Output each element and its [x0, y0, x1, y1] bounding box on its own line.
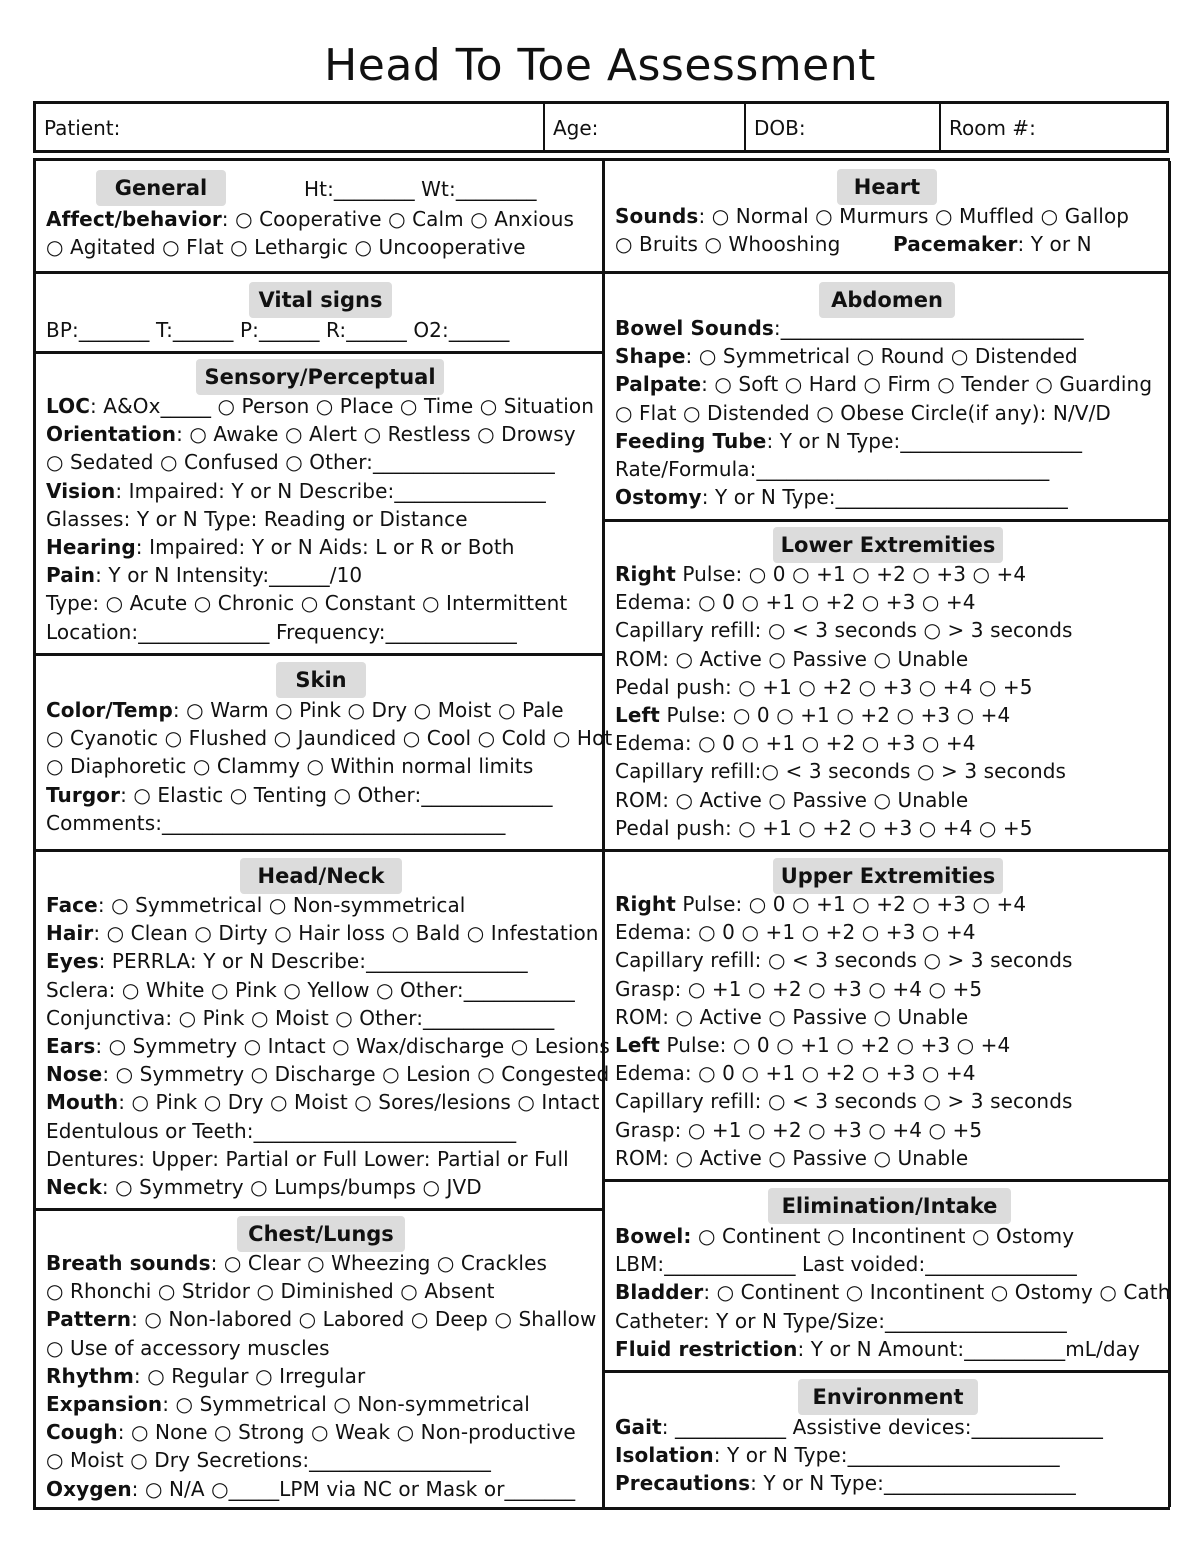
form-line[interactable]	[615, 1307, 1067, 1335]
field-text: Glasses: Y or N Type: Reading or Distance	[46, 506, 468, 531]
field-text: : Y or N Type:_____________________	[713, 1443, 1060, 1468]
form-line[interactable]	[615, 757, 1066, 785]
field-text: : ○ Regular ○ Irregular	[133, 1363, 366, 1388]
field-label: Ears	[46, 1034, 96, 1058]
section-header: Heart	[837, 169, 937, 205]
form-line[interactable]	[46, 696, 564, 724]
field-label: Bladder	[615, 1280, 704, 1305]
field-label: Right	[615, 562, 676, 586]
form-line[interactable]	[615, 588, 976, 616]
divider-line	[605, 1179, 1171, 1182]
form-line[interactable]	[615, 560, 1026, 588]
field-label: Isolation	[615, 1443, 714, 1468]
field-label: Shape	[615, 344, 686, 369]
field-text: Capillary refill: ○ < 3 seconds ○ > 3 seconds	[615, 618, 1073, 643]
form-line[interactable]	[615, 1278, 1171, 1306]
form-line[interactable]	[615, 455, 1049, 483]
form-line[interactable]	[615, 1144, 968, 1172]
form-line[interactable]	[46, 477, 546, 505]
form-line[interactable]	[46, 589, 567, 617]
field-label: Pattern	[46, 1307, 132, 1332]
form-line[interactable]	[615, 1116, 982, 1144]
field-text: : ○ Clear ○ Wheezing ○ Crackles	[210, 1251, 548, 1275]
divider-line	[605, 849, 1171, 852]
field-label: Bowel:	[615, 1224, 692, 1248]
section-header: Sensory/Perceptual	[196, 359, 444, 395]
field-text: : ○ Non-labored ○ Labored ○ Deep ○ Shallow	[131, 1307, 597, 1332]
field-text: Grasp: ○ +1 ○ +2 ○ +3 ○ +4 ○ +5	[615, 976, 983, 1001]
field-text: : ○ Pink ○ Dry ○ Moist ○ Sores/lesions ○ Intact	[118, 1090, 600, 1115]
ht-wt-field[interactable]: Ht:________ Wt:________	[304, 177, 537, 201]
divider-line	[36, 271, 602, 274]
field-text: : ○ Warm ○ Pink ○ Dry ○ Moist ○ Pale	[172, 698, 564, 722]
field-label: Gait	[615, 1415, 662, 1439]
form-line[interactable]	[46, 1305, 596, 1333]
form-line[interactable]	[46, 1060, 609, 1088]
field-text: Rate/Formula:_____________________________	[615, 457, 1050, 481]
field-text: Pedal push: ○ +1 ○ +2 ○ +3 ○ +4 ○ +5	[615, 815, 1033, 840]
form-line[interactable]	[46, 891, 465, 919]
field-text: ROM: ○ Active ○ Passive ○ Unable	[615, 646, 969, 671]
field-text: Pulse: ○ 0 ○ +1 ○ +2 ○ +3 ○ +4	[659, 703, 1011, 727]
field-text: ○ Agitated ○ Flat ○ Lethargic ○ Uncooperative	[46, 235, 526, 260]
field-text: Sclera: ○ White ○ Pink ○ Yellow ○ Other:___________	[46, 977, 575, 1002]
field-text: : ○ Clean ○ Dirty ○ Hair loss ○ Bald ○ Infestation	[93, 921, 599, 946]
form-line[interactable]	[46, 1390, 530, 1418]
form-line[interactable]	[615, 1087, 1073, 1115]
field-text: : ○ Soft ○ Hard ○ Firm ○ Tender ○ Guarding	[701, 372, 1153, 397]
field-label: Affect/behavior	[46, 207, 222, 231]
form-line[interactable]	[46, 505, 468, 533]
field-text: Pulse: ○ 0 ○ +1 ○ +2 ○ +3 ○ +4	[675, 562, 1027, 586]
field-label: Sounds	[615, 204, 699, 228]
form-line[interactable]	[615, 946, 1073, 974]
divider-line	[605, 1370, 1171, 1373]
field-text: : ○ Symmetry ○ Lumps/bumps ○ JVD	[101, 1175, 482, 1199]
form-line[interactable]	[46, 1088, 600, 1116]
section-header: Skin	[276, 662, 366, 698]
form-line[interactable]	[615, 342, 1078, 370]
form-line[interactable]	[46, 1362, 365, 1390]
section-header: Chest/Lungs	[237, 1216, 405, 1252]
field-text: : ○ Symmetry ○ Intact ○ Wax/discharge ○ Lesions	[95, 1034, 610, 1058]
field-text: : Impaired: Y or N Aids: L or R or Both	[135, 535, 515, 559]
field-label: LOC	[46, 394, 91, 418]
field-text: ○ Use of accessory muscles	[46, 1335, 330, 1360]
field-text: ○ Continent ○ Incontinent ○ Ostomy	[691, 1224, 1075, 1248]
field-label: Vision	[46, 478, 116, 503]
field-text: : ___________ Assistive devices:_____________	[661, 1415, 1103, 1439]
form-line[interactable]	[615, 1441, 1060, 1469]
form-line[interactable]	[46, 724, 612, 752]
field-text: ROM: ○ Active ○ Passive ○ Unable	[615, 1145, 969, 1170]
field-label: Eyes	[46, 949, 99, 974]
dob-field[interactable]: DOB:	[746, 104, 941, 150]
form-line[interactable]	[615, 314, 1084, 342]
section-header: Abdomen	[819, 282, 955, 318]
field-text: : ○ Continent ○ Incontinent ○ Ostomy ○ Cath	[703, 1280, 1171, 1305]
form-line[interactable]	[615, 645, 968, 673]
section-header: Environment	[798, 1379, 978, 1415]
field-label: Cough	[46, 1420, 118, 1445]
field-label: Hair	[46, 921, 94, 946]
form-line[interactable]	[615, 1222, 1074, 1250]
page-title: Head To Toe Assessment	[324, 40, 876, 91]
form-line[interactable]	[46, 561, 362, 589]
form-line[interactable]	[615, 890, 1026, 918]
form-line[interactable]	[46, 1145, 569, 1173]
field-text: ○ Rhonchi ○ Stridor ○ Diminished ○ Absent	[46, 1279, 495, 1304]
form-line[interactable]	[46, 205, 574, 233]
field-text: ○ Sedated ○ Confused ○ Other:__________________	[46, 450, 555, 475]
field-text: : ○ Symmetrical ○ Non-symmetrical	[162, 1392, 530, 1416]
form-line[interactable]	[46, 1004, 554, 1032]
form-line[interactable]	[615, 399, 1111, 427]
field-text: : Y or N Type:__________________	[766, 428, 1083, 453]
divider-line	[605, 519, 1171, 522]
field-text: : ○ N/A ○_____LPM via NC or Mask or_______	[131, 1476, 576, 1501]
form-line[interactable]	[615, 729, 976, 757]
field-text: : A&Ox_____ ○ Person ○ Place ○ Time ○ Situation	[90, 394, 594, 418]
field-label: Ostomy	[615, 485, 702, 510]
form-line[interactable]	[46, 233, 526, 261]
form-line[interactable]	[46, 781, 553, 809]
patient-info-row	[33, 101, 1169, 153]
divider-line	[36, 351, 602, 354]
field-label: Precautions	[615, 1471, 751, 1496]
form-line[interactable]	[46, 947, 528, 975]
form-line[interactable]	[46, 809, 505, 837]
field-text: : ○ Symmetrical ○ Round ○ Distended	[685, 344, 1078, 369]
field-text: ROM: ○ Active ○ Passive ○ Unable	[615, 1004, 969, 1029]
section-header: General	[96, 170, 226, 206]
field-text: Capillary refill: ○ < 3 seconds ○ > 3 seconds	[615, 948, 1073, 973]
form-line[interactable]	[615, 483, 1068, 511]
field-text: : Y or N Type:___________________	[750, 1471, 1076, 1496]
form-line[interactable]	[46, 1277, 495, 1305]
field-label: Pain	[46, 563, 96, 588]
field-text: Edentulous or Teeth:__________________________	[46, 1118, 517, 1143]
section-header: Upper Extremities	[773, 858, 1003, 894]
form-line[interactable]	[46, 919, 599, 947]
field-text: : Y or N Intensity:______/10	[95, 563, 363, 588]
section-header: Head/Neck	[240, 858, 402, 894]
field-label: Orientation	[46, 422, 177, 447]
field-text: : Y or N Amount:__________mL/day	[797, 1336, 1140, 1361]
form-line[interactable]	[46, 1032, 610, 1060]
field-label: Fluid restriction	[615, 1336, 798, 1361]
form-line[interactable]	[615, 616, 1073, 644]
form-line[interactable]	[46, 1249, 547, 1277]
field-text: ROM: ○ Active ○ Passive ○ Unable	[615, 787, 969, 812]
divider-line	[36, 849, 602, 852]
field-text: LBM:_____________ Last voided:_______________	[615, 1252, 1077, 1277]
field-label: Turgor	[46, 782, 121, 807]
field-label: Left	[615, 1033, 660, 1057]
field-value: : Y or N	[1017, 232, 1092, 256]
field-text: : ○ Cooperative ○ Calm ○ Anxious	[221, 207, 575, 231]
field-text: : ○ Elastic ○ Tenting ○ Other:_____________	[120, 782, 553, 807]
field-label: Feeding Tube	[615, 428, 767, 453]
pacemaker-field[interactable]	[893, 230, 1092, 258]
field-text: Pulse: ○ 0 ○ +1 ○ +2 ○ +3 ○ +4	[675, 892, 1027, 916]
field-text: ○ Flat ○ Distended ○ Obese Circle(if any): N/V/D	[615, 400, 1111, 425]
field-text: : ○ Symmetry ○ Discharge ○ Lesion ○ Congested	[102, 1062, 610, 1087]
form-line[interactable]	[615, 370, 1152, 398]
field-label: Neck	[46, 1175, 102, 1199]
form-line[interactable]	[46, 1446, 491, 1474]
field-text: BP:_______ T:______ P:______ R:______ O2:______	[46, 318, 510, 342]
age-field[interactable]: Age:	[545, 104, 746, 150]
field-label: Bowel Sounds	[615, 316, 774, 340]
field-label: Expansion	[46, 1392, 163, 1416]
divider-line	[36, 653, 602, 656]
field-text: : Impaired: Y or N Describe:_______________	[115, 478, 546, 503]
form-line[interactable]	[46, 1418, 576, 1446]
field-label: Right	[615, 892, 676, 916]
section-header: Lower Extremities	[773, 527, 1003, 563]
field-label: Palpate	[615, 372, 702, 397]
form-line[interactable]	[46, 392, 594, 420]
field-label: Pacemaker	[893, 232, 1018, 256]
field-text: Location:_____________ Frequency:_____________	[46, 619, 517, 644]
field-text: Catheter: Y or N Type/Size:__________________	[615, 1308, 1067, 1333]
field-text: ○ Bruits ○ Whooshing	[615, 232, 841, 257]
field-text: Capillary refill: ○ < 3 seconds ○ > 3 seconds	[615, 1089, 1073, 1114]
form-line[interactable]	[615, 1250, 1077, 1278]
form-line[interactable]	[615, 1469, 1076, 1497]
field-text: Grasp: ○ +1 ○ +2 ○ +3 ○ +4 ○ +5	[615, 1117, 983, 1142]
form-line[interactable]	[46, 1334, 330, 1362]
field-text: Conjunctiva: ○ Pink ○ Moist ○ Other:_____________	[46, 1005, 555, 1030]
form-line[interactable]	[46, 976, 575, 1004]
divider-line	[36, 1208, 602, 1211]
field-label: Hearing	[46, 535, 136, 559]
field-text: ○ Cyanotic ○ Flushed ○ Jaundiced ○ Cool ○ Cold ○ Hot	[46, 726, 613, 751]
field-text: ○ Diaphoretic ○ Clammy ○ Within normal limits	[46, 754, 534, 779]
form-line[interactable]	[615, 975, 982, 1003]
form-line[interactable]	[615, 673, 1033, 701]
field-text: Edema: ○ 0 ○ +1 ○ +2 ○ +3 ○ +4	[615, 920, 976, 945]
form-line[interactable]	[615, 1413, 1103, 1441]
field-text: Type: ○ Acute ○ Chronic ○ Constant ○ Intermittent	[46, 591, 568, 616]
section-header: Vital signs	[249, 282, 392, 318]
field-text: : PERRLA: Y or N Describe:________________	[98, 949, 528, 974]
field-text: Edema: ○ 0 ○ +1 ○ +2 ○ +3 ○ +4	[615, 590, 976, 615]
form-line[interactable]	[46, 316, 509, 344]
form-line[interactable]	[615, 202, 1129, 230]
form-line[interactable]	[46, 1173, 482, 1201]
form-line[interactable]	[615, 1031, 1010, 1059]
field-text: Edema: ○ 0 ○ +1 ○ +2 ○ +3 ○ +4	[615, 1061, 976, 1086]
form-line[interactable]	[46, 618, 517, 646]
field-text: ○ Moist ○ Dry Secretions:__________________	[46, 1448, 491, 1473]
form-line[interactable]	[46, 1117, 516, 1145]
form-line[interactable]	[615, 701, 1010, 729]
form-line[interactable]	[615, 1335, 1140, 1363]
field-label: Oxygen	[46, 1476, 132, 1501]
field-text: Pedal push: ○ +1 ○ +2 ○ +3 ○ +4 ○ +5	[615, 674, 1033, 699]
assessment-grid	[33, 158, 1170, 1510]
field-label: Face	[46, 893, 98, 917]
field-text: Pulse: ○ 0 ○ +1 ○ +2 ○ +3 ○ +4	[659, 1033, 1011, 1057]
divider-line	[605, 271, 1171, 274]
form-line[interactable]	[46, 1475, 575, 1503]
room-field[interactable]: Room #:	[949, 116, 1036, 140]
form-line[interactable]	[615, 1059, 976, 1087]
form-line[interactable]	[46, 448, 555, 476]
column-divider	[602, 161, 605, 1507]
field-text: : ○ None ○ Strong ○ Weak ○ Non-productive	[117, 1420, 576, 1445]
field-text: : Y or N Type:_______________________	[701, 485, 1068, 510]
field-text: Edema: ○ 0 ○ +1 ○ +2 ○ +3 ○ +4	[615, 731, 976, 756]
field-label: Left	[615, 703, 660, 727]
field-label: Rhythm	[46, 1363, 134, 1388]
form-line[interactable]	[615, 1003, 968, 1031]
form-line[interactable]	[615, 427, 1082, 455]
form-line[interactable]	[615, 918, 976, 946]
form-line[interactable]	[615, 786, 968, 814]
field-text: : ○ Awake ○ Alert ○ Restless ○ Drowsy	[176, 422, 576, 447]
form-line[interactable]	[46, 752, 533, 780]
field-label: Breath sounds	[46, 1251, 211, 1275]
field-label: Mouth	[46, 1090, 119, 1115]
form-line[interactable]	[46, 420, 576, 448]
field-text: Capillary refill:○ < 3 seconds ○ > 3 seconds	[615, 759, 1067, 784]
field-text: Dentures: Upper: Partial or Full Lower: Partial or Full	[46, 1146, 569, 1171]
field-text: : ○ Normal ○ Murmurs ○ Muffled ○ Gallop	[698, 204, 1130, 228]
field-label: Nose	[46, 1062, 103, 1087]
field-text: : ○ Symmetrical ○ Non-symmetrical	[97, 893, 466, 917]
form-line[interactable]	[46, 533, 515, 561]
section-header: Elimination/Intake	[768, 1188, 1011, 1224]
field-label: Color/Temp	[46, 698, 173, 722]
form-line[interactable]	[615, 230, 840, 258]
patient-field[interactable]: Patient:	[36, 104, 545, 150]
form-line[interactable]	[615, 814, 1033, 842]
field-text: Comments:__________________________________	[46, 810, 506, 835]
field-text: :______________________________	[773, 316, 1084, 340]
